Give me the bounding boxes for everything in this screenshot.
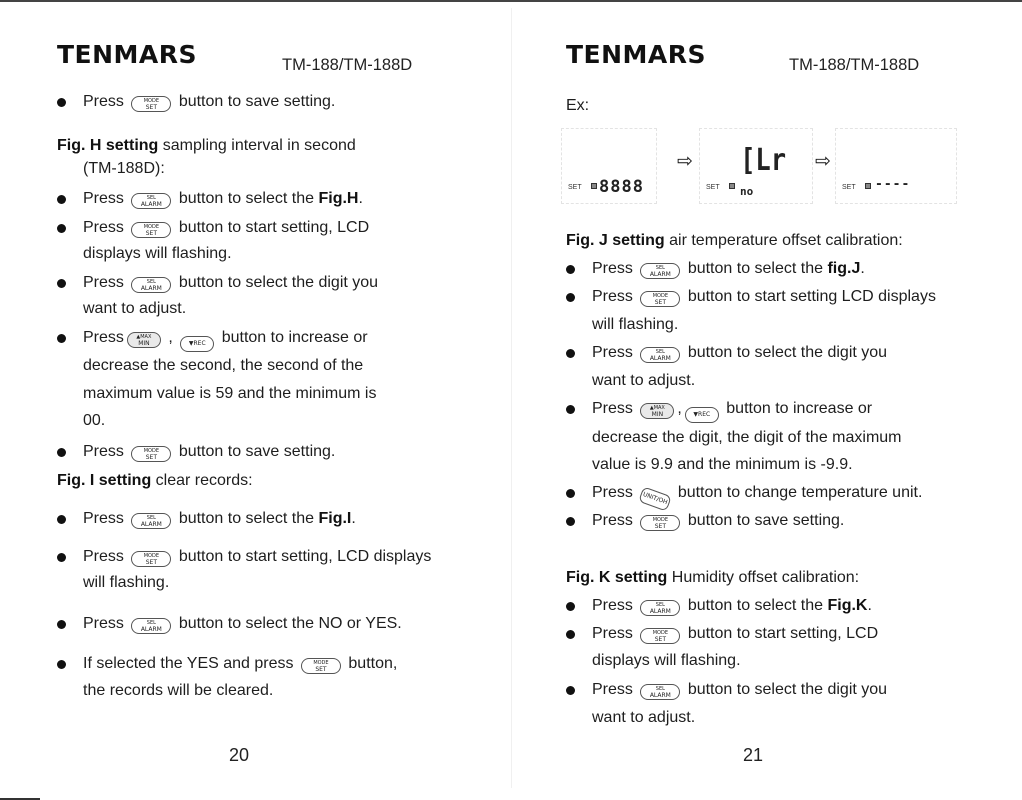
list-item: Press SEL ALARM button to select the fig.J. — [592, 260, 865, 278]
example-label: Ex: — [566, 97, 590, 114]
mode-set-button-icon: MODE SET — [131, 446, 171, 462]
list-item: Press SEL ALARM button to select the NO or YES. — [83, 615, 402, 633]
page-number: 20 — [229, 745, 250, 765]
section-heading-fig-j: Fig. J setting air temperature offset calibration: — [566, 232, 903, 249]
list-item: Press SEL ALARM button to select the Fig.I. — [83, 510, 356, 528]
mode-set-button-icon: MODE SET — [640, 515, 680, 531]
mode-set-button-icon: MODE SET — [301, 658, 341, 674]
section-heading-fig-k: Fig. K setting Humidity offset calibration: — [566, 569, 860, 586]
arrow-right-icon: ⇨ — [815, 151, 831, 172]
max-min-button-icon: ▲MAX MIN — [640, 403, 674, 419]
list-item: Press MODE SET button to save setting. — [83, 443, 336, 461]
lcd-example-row — [561, 128, 971, 206]
sel-alarm-button-icon: SEL ALARM — [640, 600, 680, 616]
list-item-cont: will flashing. — [592, 316, 679, 333]
page-number: 21 — [743, 745, 764, 765]
list-item-cont: want to adjust. — [83, 300, 187, 317]
list-item-cont: 00. — [83, 412, 106, 429]
list-item-cont: the records will be cleared. — [83, 682, 274, 699]
list-item-cont: decrease the second, the second of the — [83, 357, 364, 374]
list-item: If selected the YES and press MODE SET button, — [83, 655, 398, 673]
list-item: Press SEL ALARM button to select the Fig.H. — [83, 190, 363, 208]
list-item: Press MODE SET button to start setting, LCD — [83, 219, 370, 237]
sel-alarm-button-icon: SEL ALARM — [131, 513, 171, 529]
list-item: Press MODE SET button to start setting, LCD — [592, 625, 879, 643]
section-heading-cont: (TM-188D): — [83, 160, 165, 177]
list-item: Press MODE SET button to start setting LCD displays — [592, 288, 936, 306]
list-item-cont: displays will flashing. — [592, 652, 741, 669]
sel-alarm-button-icon: SEL ALARM — [131, 193, 171, 209]
rec-button-icon: ▼REC — [685, 407, 719, 423]
list-item: Press MODE SET button to save setting. — [83, 93, 336, 111]
model-number: TM-188/TM-188D — [789, 56, 920, 74]
lcd-display-3: SET ---- — [835, 128, 957, 204]
list-item: Press SEL ALARM button to select the Fig.K. — [592, 597, 872, 615]
list-item-cont: will flashing. — [83, 574, 170, 591]
list-item-cont: want to adjust. — [592, 709, 696, 726]
lcd-indicator-icon — [865, 183, 871, 189]
mode-set-button-icon: MODE SET — [131, 551, 171, 567]
list-item-cont: want to adjust. — [592, 372, 696, 389]
list-item: Press SEL ALARM button to select the digit you — [83, 274, 379, 292]
mode-set-button-icon: MODE SET — [640, 628, 680, 644]
sel-alarm-button-icon: SEL ALARM — [131, 618, 171, 634]
right-page — [511, 0, 1022, 800]
rec-button-icon: ▼REC — [180, 336, 214, 352]
section-heading-fig-h: Fig. H setting sampling interval in second — [57, 137, 356, 154]
list-item-cont: maximum value is 59 and the minimum is — [83, 385, 377, 402]
max-min-button-icon: ▲MAX MIN — [127, 332, 161, 348]
lcd-indicator-icon — [729, 183, 735, 189]
unit-button-icon: UNIT/OH — [639, 486, 673, 511]
sel-alarm-button-icon: SEL ALARM — [640, 263, 680, 279]
lcd-indicator-icon — [591, 183, 597, 189]
list-item-cont: decrease the digit, the digit of the maximum — [592, 429, 902, 446]
list-item: Press UNIT/OH button to change temperature unit. — [592, 483, 922, 507]
mode-set-button-icon: MODE SET — [131, 96, 171, 112]
list-item: Press SEL ALARM button to select the digit you — [592, 681, 888, 699]
mode-set-button-icon: MODE SET — [640, 291, 680, 307]
mode-set-button-icon: MODE SET — [131, 222, 171, 238]
lcd-display-1: SET 8888 — [561, 128, 657, 204]
brand-logo: TENMARS — [57, 40, 198, 69]
lcd-display-2: SET [Lr no — [699, 128, 813, 204]
list-item: Press ▲MAX MIN , ▼REC button to increase or — [83, 328, 368, 352]
section-heading-fig-i: Fig. I setting clear records: — [57, 472, 253, 489]
list-item-cont: value is 9.9 and the minimum is -9.9. — [592, 456, 853, 473]
list-item: Press MODE SET button to start setting, LCD displays — [83, 548, 432, 566]
list-item: Press MODE SET button to save setting. — [592, 512, 845, 530]
sel-alarm-button-icon: SEL ALARM — [131, 277, 171, 293]
brand-logo: TENMARS — [566, 40, 707, 69]
model-number: TM-188/TM-188D — [282, 56, 413, 74]
list-item: Press ▲MAX MIN , ▼REC button to increase or — [592, 399, 872, 423]
arrow-right-icon: ⇨ — [677, 151, 693, 172]
sel-alarm-button-icon: SEL ALARM — [640, 684, 680, 700]
list-item-cont: displays will flashing. — [83, 245, 232, 262]
list-item: Press SEL ALARM button to select the digit you — [592, 344, 888, 362]
sel-alarm-button-icon: SEL ALARM — [640, 347, 680, 363]
